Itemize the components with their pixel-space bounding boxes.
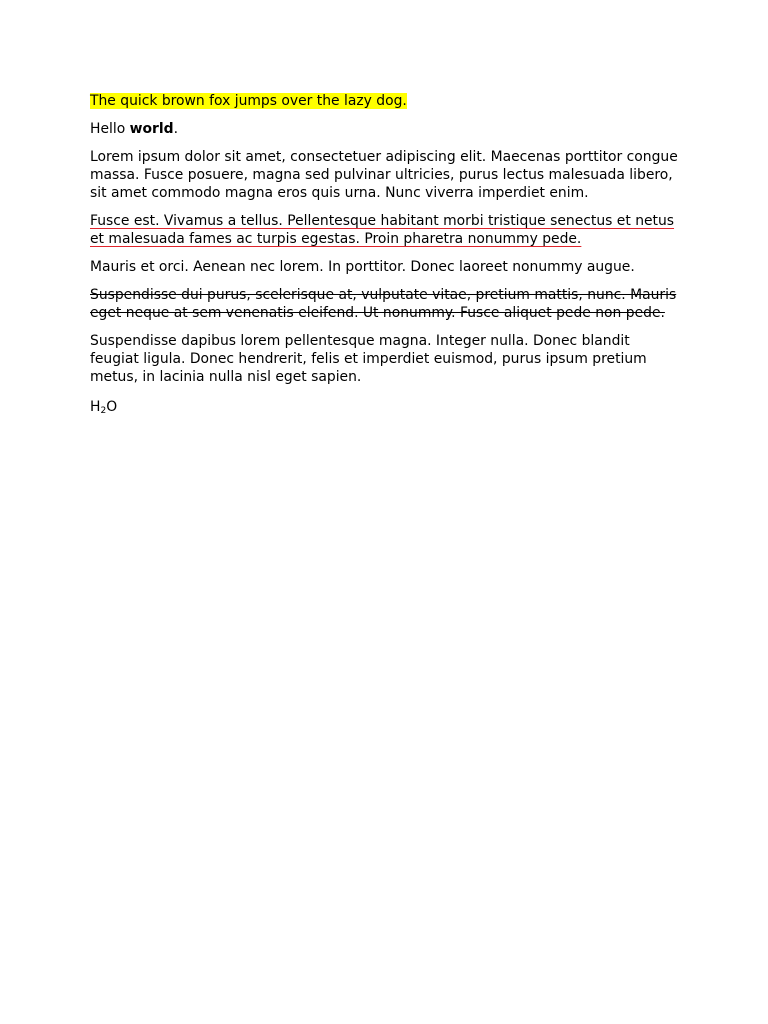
greeting-prefix: Hello — [90, 121, 130, 137]
formula-tail: O — [106, 399, 118, 415]
formula-base: H — [90, 399, 101, 415]
lorem-paragraph: Lorem ipsum dolor sit amet, consectetuer adipiscing elit. Maecenas porttitor congue massa. Fusce posuere, magna sed pulvinar ultricies, purus lectus malesuada libero, sit amet commodo magna eros quis urna. Nunc viverra imperdiet enim. — [90, 149, 678, 201]
greeting-suffix: . — [173, 121, 178, 137]
chemical-formula — [90, 398, 680, 416]
highlighted-paragraph — [90, 92, 680, 110]
underlined-text: Fusce est. Vivamus a tellus. Pellentesque habitant morbi tristique senectus et netus et malesuada fames ac turpis egestas. Proin pharetra nonummy pede. — [90, 213, 675, 247]
strikethrough-text: Suspendisse dui purus, scelerisque at, vulputate vitae, pretium mattis, nunc. Mauris eget neque at sem venenatis eleifend. Ut nonummy. Fusce aliquet pede non pede. — [90, 287, 677, 321]
formula-subscript: 2 — [100, 406, 107, 416]
strikethrough-paragraph — [90, 286, 680, 322]
underlined-paragraph — [90, 212, 680, 248]
greeting-bold-word: world — [129, 121, 174, 137]
greeting-paragraph — [90, 120, 680, 138]
highlighted-sentence: The quick brown fox jumps over the lazy dog. — [90, 93, 407, 109]
dapibus-paragraph: Suspendisse dapibus lorem pellentesque magna. Integer nulla. Donec blandit feugiat ligula. Donec hendrerit, felis et imperdiet euismod, purus ipsum pretium metus, in lacinia nulla nisl eget sapien. — [90, 333, 647, 385]
mauris-paragraph: Mauris et orci. Aenean nec lorem. In porttitor. Donec laoreet nonummy augue. — [90, 259, 635, 275]
